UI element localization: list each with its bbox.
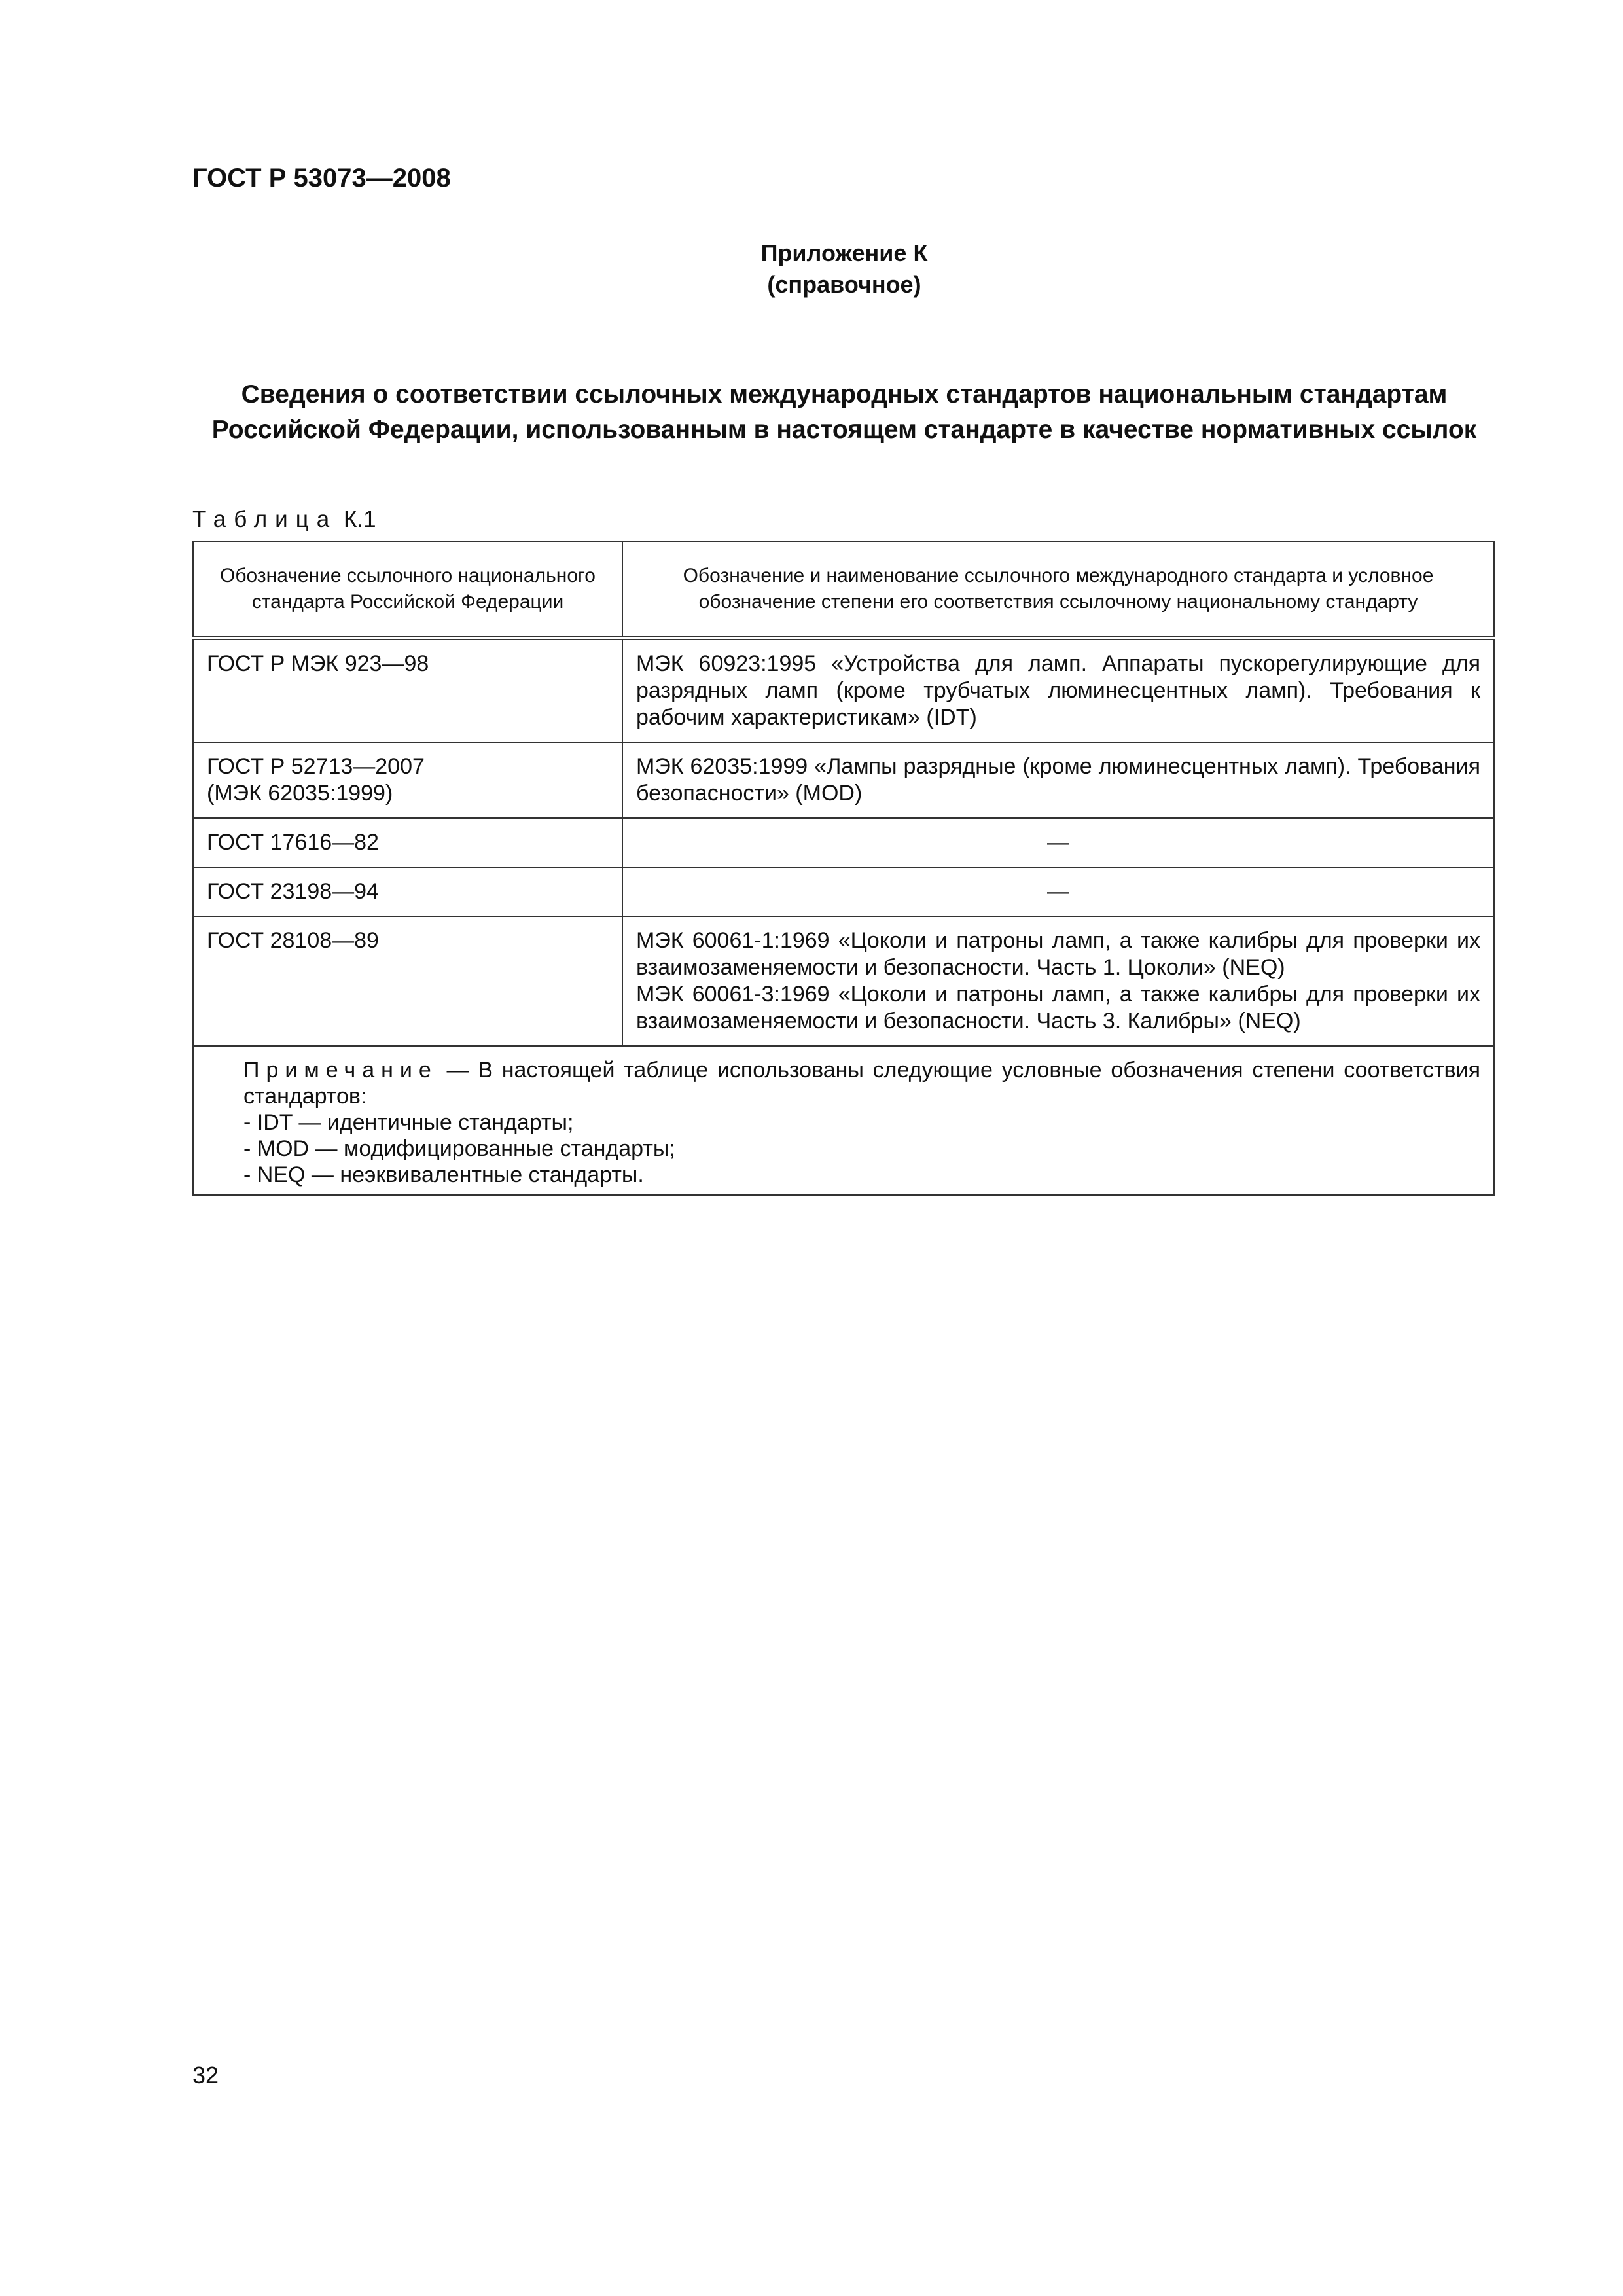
- table-caption-number: К.1: [343, 507, 376, 532]
- national-standard-designation: (МЭК 62035:1999): [207, 781, 393, 806]
- section-heading: Сведения о соответствии ссылочных международных стандартов национальным стандартам Российской Федерации, использованным в настоящем стандарте в качестве нормативных ссылок: [211, 380, 1477, 444]
- table-note-row: [193, 1046, 1494, 1195]
- international-standard-description: МЭК 60923:1995 «Устройства для ламп. Аппараты пускорегулирующие для разрядных ламп (кроме трубчатых люминесцентных ламп). Требования к рабочим характеристикам» (IDT): [636, 651, 1480, 730]
- international-standard-description: МЭК 60061-1:1969 «Цоколи и патроны ламп, а также калибры для проверки их взаимозаменяемости и безопасности. Часть 1. Цоколи» (NEQ): [636, 928, 1480, 980]
- table-row: [193, 742, 1494, 818]
- national-standard-cell: [193, 818, 622, 867]
- national-standard-designation: ГОСТ 23198—94: [207, 879, 379, 904]
- international-standard-description: МЭК 60061-3:1969 «Цоколи и патроны ламп, а также калибры для проверки их взаимозаменяемости и безопасности. Часть 3. Калибры» (NEQ): [636, 982, 1480, 1033]
- note-label: Примечание: [243, 1058, 438, 1083]
- no-equivalent-dash: —: [1047, 830, 1069, 855]
- national-standard-cell: [193, 742, 622, 818]
- national-standard-designation: ГОСТ 28108—89: [207, 928, 379, 953]
- no-equivalent-dash: —: [1047, 879, 1069, 904]
- national-standard-designation: ГОСТ Р МЭК 923—98: [207, 651, 429, 676]
- table-header-row: [193, 541, 1494, 638]
- table-row: [193, 818, 1494, 867]
- note-item: - NEQ — неэквивалентные стандарты.: [243, 1162, 644, 1187]
- page-number: 32: [192, 2062, 219, 2089]
- header-international-standard: Обозначение и наименование ссылочного международного стандарта и условное обозначение степени его соответствия ссылочному национальному стандарту: [622, 541, 1494, 638]
- note-item: - MOD — модифицированные стандарты;: [243, 1136, 675, 1161]
- national-standard-cell: [193, 916, 622, 1046]
- annex-title: Приложение К: [760, 240, 928, 266]
- header-national-standard: Обозначение ссылочного национального стандарта Российской Федерации: [193, 541, 622, 638]
- table-row: [193, 638, 1494, 742]
- international-standard-cell: [622, 916, 1494, 1046]
- international-standard-cell: [622, 742, 1494, 818]
- note-intro: [243, 1057, 1480, 1109]
- annex-kind: (справочное): [767, 271, 921, 298]
- international-standard-description: МЭК 62035:1999 «Лампы разрядные (кроме люминесцентных ламп). Требования безопасности» (MOD): [636, 754, 1480, 806]
- international-standard-cell: [622, 867, 1494, 916]
- note-item: - IDT — идентичные стандарты;: [243, 1110, 574, 1135]
- note-text: — В настоящей таблице использованы следующие условные обозначения степени соответствия стандартов:: [243, 1058, 1480, 1109]
- international-standard-cell: [622, 638, 1494, 742]
- national-standard-cell: [193, 638, 622, 742]
- table-note: [193, 1046, 1494, 1195]
- table-row: [193, 867, 1494, 916]
- reference-table: [192, 541, 1495, 1196]
- table-caption-label: Таблица: [192, 507, 338, 532]
- national-standard-cell: [193, 867, 622, 916]
- international-standard-cell: [622, 818, 1494, 867]
- table-row: [193, 916, 1494, 1046]
- document-code: ГОСТ Р 53073—2008: [192, 164, 451, 192]
- national-standard-designation: ГОСТ 17616—82: [207, 830, 379, 855]
- national-standard-designation: ГОСТ Р 52713—2007: [207, 754, 425, 779]
- table-caption: [192, 507, 376, 533]
